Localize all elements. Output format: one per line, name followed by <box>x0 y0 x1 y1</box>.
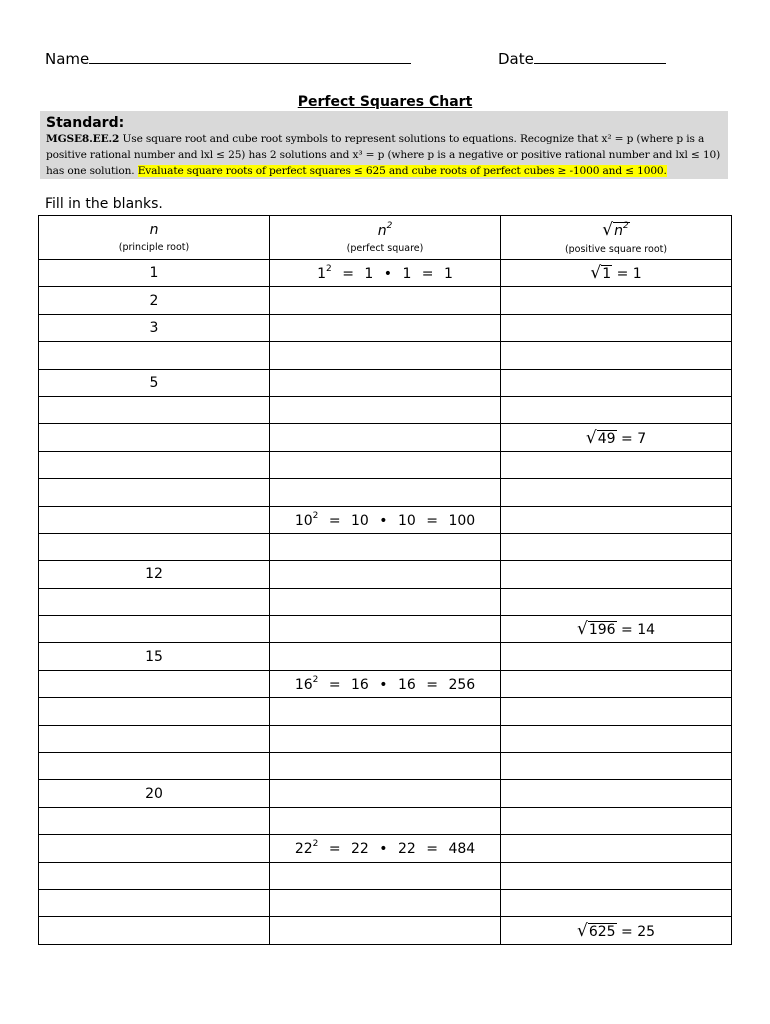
cell-root[interactable] <box>501 479 732 506</box>
table-header-row <box>39 216 732 260</box>
table-row <box>39 643 732 670</box>
cell-n[interactable] <box>39 753 270 780</box>
table-row <box>39 506 732 533</box>
cell-square[interactable] <box>270 917 501 944</box>
table-row <box>39 753 732 780</box>
cell-n[interactable]: 15 <box>39 643 270 670</box>
name-label: Name <box>45 50 90 68</box>
standard-highlight: Evaluate square roots of perfect squares ≤ 625 and cube roots of perfect cubes ≥ -1000 and ≤ 1000. <box>137 165 667 177</box>
cell-square[interactable] <box>270 698 501 725</box>
radical-icon: √ <box>590 263 602 284</box>
standard-text <box>46 131 722 179</box>
table-row <box>39 616 732 643</box>
cell-n[interactable]: 5 <box>39 369 270 396</box>
date-blank[interactable] <box>534 50 666 64</box>
table-row <box>39 780 732 807</box>
square-base: 22 <box>294 841 313 858</box>
table-row <box>39 698 732 725</box>
cell-root[interactable] <box>501 698 732 725</box>
cell-square[interactable] <box>270 643 501 670</box>
square-rest: = 22 • 22 = 484 <box>328 841 476 858</box>
header-n-squared <box>270 216 501 260</box>
table-row <box>39 835 732 862</box>
cell-root[interactable] <box>501 616 732 643</box>
table-row <box>39 451 732 478</box>
cell-root[interactable] <box>501 533 732 560</box>
cell-root[interactable] <box>501 753 732 780</box>
cell-square[interactable] <box>270 533 501 560</box>
radicand: 1 <box>602 266 612 283</box>
cell-n[interactable] <box>39 616 270 643</box>
radicand: 49 <box>597 430 616 447</box>
table-row <box>39 807 732 834</box>
cell-n[interactable]: 3 <box>39 314 270 341</box>
page-title: Perfect Squares Chart <box>297 94 473 110</box>
table-row <box>39 424 732 451</box>
cell-root[interactable] <box>501 643 732 670</box>
cell-root[interactable] <box>501 260 732 287</box>
table-row <box>39 314 732 341</box>
cell-n[interactable] <box>39 451 270 478</box>
cell-square[interactable] <box>270 807 501 834</box>
header-n <box>39 216 270 260</box>
square-rest: = 10 • 10 = 100 <box>328 512 476 529</box>
cell-square[interactable] <box>270 424 501 451</box>
square-exponent: 2 <box>312 839 319 850</box>
cell-square[interactable] <box>270 862 501 889</box>
root-expression <box>576 619 656 640</box>
root-result: = 1 <box>616 266 642 283</box>
table-row <box>39 479 732 506</box>
cell-square[interactable] <box>270 561 501 588</box>
cell-root[interactable] <box>501 451 732 478</box>
cell-root[interactable] <box>501 369 732 396</box>
date-label: Date <box>498 50 534 68</box>
cell-n[interactable] <box>39 670 270 697</box>
header-n-squared-title: $n^2$ <box>377 221 393 239</box>
square-base: 1 <box>317 266 327 283</box>
square-expression <box>295 677 475 693</box>
table-row <box>39 287 732 314</box>
cell-root[interactable] <box>501 725 732 752</box>
cell-n[interactable]: 2 <box>39 287 270 314</box>
root-expression <box>590 263 642 284</box>
cell-n[interactable] <box>39 424 270 451</box>
cell-square[interactable] <box>270 616 501 643</box>
square-exponent: 2 <box>312 510 319 521</box>
cell-root[interactable] <box>501 314 732 341</box>
cell-square[interactable] <box>270 287 501 314</box>
cell-root[interactable] <box>501 287 732 314</box>
name-blank[interactable] <box>89 50 411 64</box>
cell-n[interactable] <box>39 917 270 944</box>
root-result: = 7 <box>621 430 647 447</box>
cell-square[interactable] <box>270 889 501 916</box>
square-rest: = 1 • 1 = 1 <box>342 266 453 283</box>
cell-square[interactable] <box>270 588 501 615</box>
radicand: 625 <box>588 923 616 940</box>
cell-n[interactable] <box>39 588 270 615</box>
table-row <box>39 917 732 944</box>
cell-square[interactable] <box>270 396 501 423</box>
cell-n[interactable] <box>39 835 270 862</box>
cell-square[interactable] <box>270 753 501 780</box>
cell-n[interactable]: 20 <box>39 780 270 807</box>
square-expression <box>295 841 475 857</box>
cell-n[interactable] <box>39 725 270 752</box>
square-base: 16 <box>294 677 313 694</box>
cell-square[interactable] <box>270 506 501 533</box>
square-expression <box>294 510 476 529</box>
radical-icon: √ <box>576 619 588 640</box>
cell-n[interactable]: 1 <box>39 260 270 287</box>
radical-icon: √ <box>585 427 597 448</box>
table-row <box>39 588 732 615</box>
table-row <box>39 670 732 697</box>
table-row <box>39 862 732 889</box>
header-n-title: n <box>149 222 159 238</box>
header-sqrt-sub: (positive square root) <box>564 244 668 255</box>
cell-square[interactable] <box>270 369 501 396</box>
cell-square[interactable] <box>270 451 501 478</box>
header-n-sub: (principle root) <box>118 242 190 253</box>
header-sqrt <box>501 216 732 260</box>
cell-root[interactable] <box>501 835 732 862</box>
root-expression <box>576 920 656 941</box>
cell-root[interactable] <box>501 889 732 916</box>
cell-n[interactable] <box>39 342 270 369</box>
cell-root[interactable] <box>501 396 732 423</box>
table-row <box>39 725 732 752</box>
root-result: = 25 <box>621 923 656 940</box>
table-row <box>39 342 732 369</box>
cell-root[interactable] <box>501 917 732 944</box>
header-n-squared-sub: (perfect square) <box>346 243 424 254</box>
cell-n[interactable] <box>39 862 270 889</box>
root-expression <box>585 427 647 448</box>
radical-icon: √ <box>576 920 588 941</box>
cell-root[interactable] <box>501 424 732 451</box>
cell-root[interactable] <box>501 588 732 615</box>
standard-heading: Standard: <box>46 115 125 131</box>
cell-n[interactable] <box>39 698 270 725</box>
cell-square[interactable] <box>270 780 501 807</box>
table-row <box>39 889 732 916</box>
cell-root[interactable] <box>501 862 732 889</box>
square-rest: = 16 • 16 = 256 <box>328 677 476 694</box>
standard-code: MGSE8.EE.2 <box>46 133 120 145</box>
root-result: = 14 <box>621 622 656 639</box>
table-row <box>39 369 732 396</box>
cell-root[interactable] <box>501 670 732 697</box>
header-sqrt-title: $√n^2$ <box>602 220 629 240</box>
cell-n[interactable] <box>39 533 270 560</box>
cell-square[interactable] <box>270 342 501 369</box>
square-exponent: 2 <box>312 675 319 686</box>
cell-n[interactable] <box>39 506 270 533</box>
cell-square[interactable] <box>270 670 501 697</box>
cell-root[interactable] <box>501 506 732 533</box>
date-field[interactable] <box>498 50 666 68</box>
cell-square[interactable] <box>270 314 501 341</box>
cell-root[interactable] <box>501 342 732 369</box>
table-row <box>39 561 732 588</box>
cell-square[interactable] <box>270 260 501 287</box>
square-base: 10 <box>294 512 313 529</box>
cell-square[interactable] <box>270 725 501 752</box>
cell-root[interactable] <box>501 807 732 834</box>
square-expression <box>317 266 453 282</box>
cell-n[interactable] <box>39 479 270 506</box>
cell-root[interactable] <box>501 561 732 588</box>
cell-n[interactable] <box>39 396 270 423</box>
instructions: Fill in the blanks. <box>45 196 163 212</box>
perfect-squares-table <box>38 215 732 945</box>
name-field[interactable] <box>45 50 411 68</box>
table-row <box>39 260 732 287</box>
cell-n[interactable]: 12 <box>39 561 270 588</box>
standard-box <box>40 111 728 179</box>
cell-square[interactable] <box>270 479 501 506</box>
radicand: 196 <box>588 622 616 639</box>
square-exponent: 2 <box>326 264 332 275</box>
table-row <box>39 533 732 560</box>
cell-n[interactable] <box>39 807 270 834</box>
cell-root[interactable] <box>501 780 732 807</box>
cell-n[interactable] <box>39 889 270 916</box>
table-row <box>39 396 732 423</box>
standard-description: Use square root and cube root symbols to represent solutions to equations. Recognize that x² = p (where p is a positive rational number and lxl ≤ 25) has 2 solutions and x³ = p (where p is a negative or positive rational number and lxl ≤ 10) has one solution. <box>46 133 721 177</box>
cell-square[interactable] <box>270 835 501 862</box>
